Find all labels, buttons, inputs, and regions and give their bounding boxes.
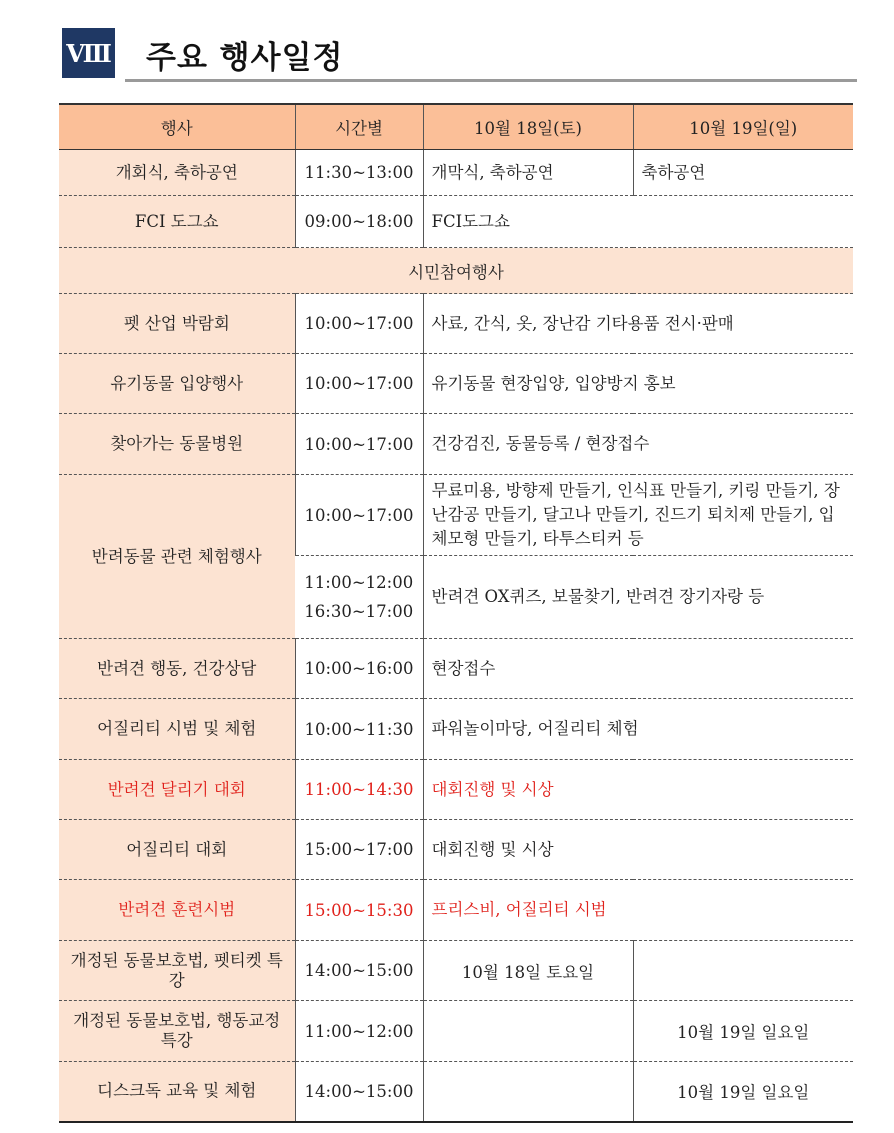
section-number-badge: Ⅷ: [62, 28, 115, 78]
page-title: 주요 행사일정: [146, 40, 344, 76]
table-header-row: [59, 104, 853, 150]
event-date-sun: 10월 19일 일요일: [633, 1062, 853, 1122]
event-name: 찾아가는 동물병원: [59, 414, 295, 475]
event-time: 10:00~11:30: [295, 699, 423, 760]
event-detail: 사료, 간식, 옷, 장난감 기타용품 전시·판매: [423, 294, 853, 354]
schedule-table: [59, 103, 853, 1123]
event-name: 어질리티 시범 및 체험: [59, 699, 295, 760]
table-row: [59, 1001, 853, 1062]
table-row: [59, 294, 853, 354]
event-name: 반려동물 관련 체험행사: [59, 475, 295, 639]
table-row: [59, 150, 853, 196]
section-label: 시민참여행사: [59, 248, 853, 294]
event-name: 디스크독 교육 및 체험: [59, 1062, 295, 1122]
event-detail-sun: 축하공연: [633, 150, 853, 196]
col-header-time: 시간별: [295, 104, 423, 150]
event-name: 유기동물 입양행사: [59, 354, 295, 414]
event-detail: 파워놀이마당, 어질리티 체험: [423, 699, 853, 760]
event-time: [295, 556, 423, 639]
event-name: 어질리티 대회: [59, 820, 295, 880]
event-time-first: 11:00~12:00: [304, 573, 414, 592]
event-time: 11:30~13:00: [295, 150, 423, 196]
table-row: [59, 820, 853, 880]
title-underline: [125, 79, 857, 82]
event-detail: 대회진행 및 시상: [423, 820, 853, 880]
event-detail: 대회진행 및 시상: [423, 760, 853, 820]
event-time: 09:00~18:00: [295, 196, 423, 248]
event-time: 14:00~15:00: [295, 1062, 423, 1122]
table-row: [59, 1062, 853, 1122]
event-time: 10:00~17:00: [295, 414, 423, 475]
table-row: [59, 414, 853, 475]
table-row: [59, 760, 853, 820]
event-name: 펫 산업 박람회: [59, 294, 295, 354]
table-row: [59, 941, 853, 1001]
table-row: [59, 475, 853, 556]
event-time: 10:00~17:00: [295, 294, 423, 354]
event-detail-sat: 개막식, 축하공연: [423, 150, 633, 196]
event-detail: FCI도그쇼: [423, 196, 853, 248]
event-detail: 유기동물 현장입양, 입양방지 홍보: [423, 354, 853, 414]
event-detail: 무료미용, 방향제 만들기, 인식표 만들기, 키링 만들기, 장난감공 만들기, 달고나 만들기, 진드기 퇴치제 만들기, 입체모형 만들기, 타투스티커 등: [423, 475, 853, 556]
table-row: [59, 196, 853, 248]
col-header-sun: 10월 19일(일): [633, 104, 853, 150]
event-date-sun: 10월 19일 일요일: [633, 1001, 853, 1062]
event-name: 개정된 동물보호법, 펫티켓 특강: [59, 941, 295, 1001]
event-time: 11:00~12:00: [295, 1001, 423, 1062]
event-time: 14:00~15:00: [295, 941, 423, 1001]
event-time: 10:00~16:00: [295, 639, 423, 699]
event-date-sun: [633, 941, 853, 1001]
col-header-sat: 10월 18일(토): [423, 104, 633, 150]
event-detail: 건강검진, 동물등록 / 현장접수: [423, 414, 853, 475]
event-name: 반려견 행동, 건강상담: [59, 639, 295, 699]
event-detail: 현장접수: [423, 639, 853, 699]
event-detail: 반려견 OX퀴즈, 보물찾기, 반려견 장기자랑 등: [423, 556, 853, 639]
event-detail: 프리스비, 어질리티 시범: [423, 880, 853, 941]
event-time: 15:00~15:30: [295, 880, 423, 941]
event-time-second: 16:30~17:00: [304, 602, 414, 621]
event-name: 반려견 훈련시범: [59, 880, 295, 941]
section-row: [59, 248, 853, 294]
table-row: [59, 354, 853, 414]
event-date-sat: [423, 1062, 633, 1122]
event-date-sat: 10월 18일 토요일: [423, 941, 633, 1001]
event-name: 개정된 동물보호법, 행동교정 특강: [59, 1001, 295, 1062]
col-header-event: 행사: [59, 104, 295, 150]
event-time: 10:00~17:00: [295, 354, 423, 414]
event-time: 15:00~17:00: [295, 820, 423, 880]
event-date-sat: [423, 1001, 633, 1062]
event-name: 개회식, 축하공연: [59, 150, 295, 196]
table-row: [59, 699, 853, 760]
section-header: [62, 28, 857, 84]
event-time: 11:00~14:30: [295, 760, 423, 820]
event-name: 반려견 달리기 대회: [59, 760, 295, 820]
table-row: [59, 880, 853, 941]
event-time: 10:00~17:00: [295, 475, 423, 556]
table-row: [59, 639, 853, 699]
event-name: FCI 도그쇼: [59, 196, 295, 248]
